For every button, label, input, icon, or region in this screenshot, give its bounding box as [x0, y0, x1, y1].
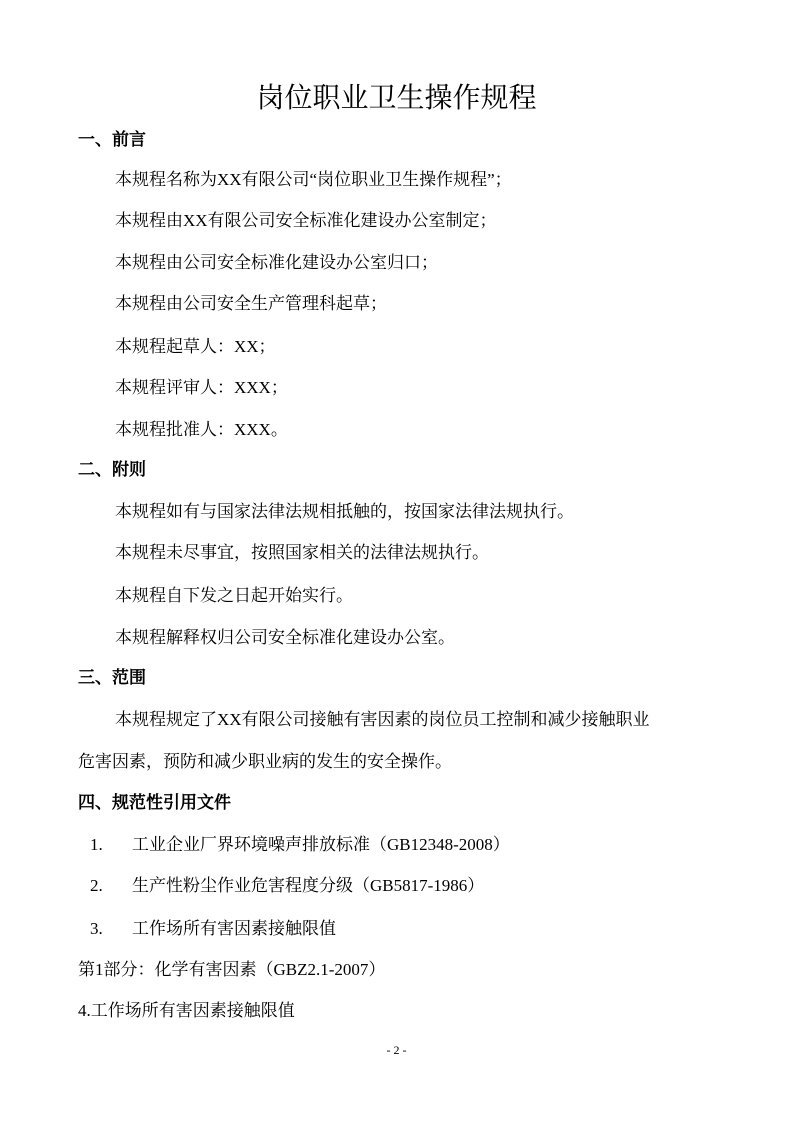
paragraph: 第1部分：化学有害因素（GBZ2.1-2007）	[78, 960, 386, 979]
list-item: 工业企业厂界环境噪声排放标准（GB12348-2008）	[132, 835, 510, 854]
paragraph: 本规程评审人：XXX；	[115, 378, 288, 397]
section-heading: 一、前言	[78, 130, 146, 150]
list-item: 工作场所有害因素接触限值	[132, 919, 336, 938]
list-number: 2.	[90, 876, 103, 895]
paragraph: 本规程自下发之日起开始实行。	[115, 586, 353, 605]
paragraph: 本规程由XX有限公司安全标准化建设办公室制定；	[115, 211, 497, 230]
section-heading: 四、规范性引用文件	[78, 793, 231, 813]
list-number: 1.	[90, 835, 103, 854]
paragraph: 4.工作场所有害因素接触限值	[78, 1001, 295, 1020]
section-heading: 二、附则	[78, 460, 146, 480]
paragraph: 本规程未尽事宜，按照国家相关的法律法规执行。	[115, 543, 489, 562]
paragraph: 本规程名称为XX有限公司“岗位职业卫生操作规程”；	[115, 170, 512, 189]
section-heading: 三、范围	[78, 668, 146, 688]
page-number: - 2 -	[386, 1043, 407, 1057]
list-item: 生产性粉尘作业危害程度分级（GB5817-1986）	[132, 876, 485, 895]
paragraph: 本规程规定了XX有限公司接触有害因素的岗位员工控制和减少接触职业	[115, 710, 650, 729]
paragraph: 本规程解释权归公司安全标准化建设办公室。	[115, 628, 455, 647]
paragraph: 本规程批准人：XXX。	[115, 420, 288, 439]
paragraph: 危害因素，预防和减少职业病的发生的安全操作。	[78, 752, 452, 771]
list-number: 3.	[90, 919, 103, 938]
document-title: 岗位职业卫生操作规程	[256, 81, 537, 114]
paragraph: 本规程由公司安全标准化建设办公室归口；	[115, 253, 438, 272]
paragraph: 本规程由公司安全生产管理科起草；	[115, 294, 387, 313]
paragraph: 本规程如有与国家法律法规相抵触的，按国家法律法规执行。	[115, 502, 574, 521]
paragraph: 本规程起草人：XX；	[115, 337, 276, 356]
